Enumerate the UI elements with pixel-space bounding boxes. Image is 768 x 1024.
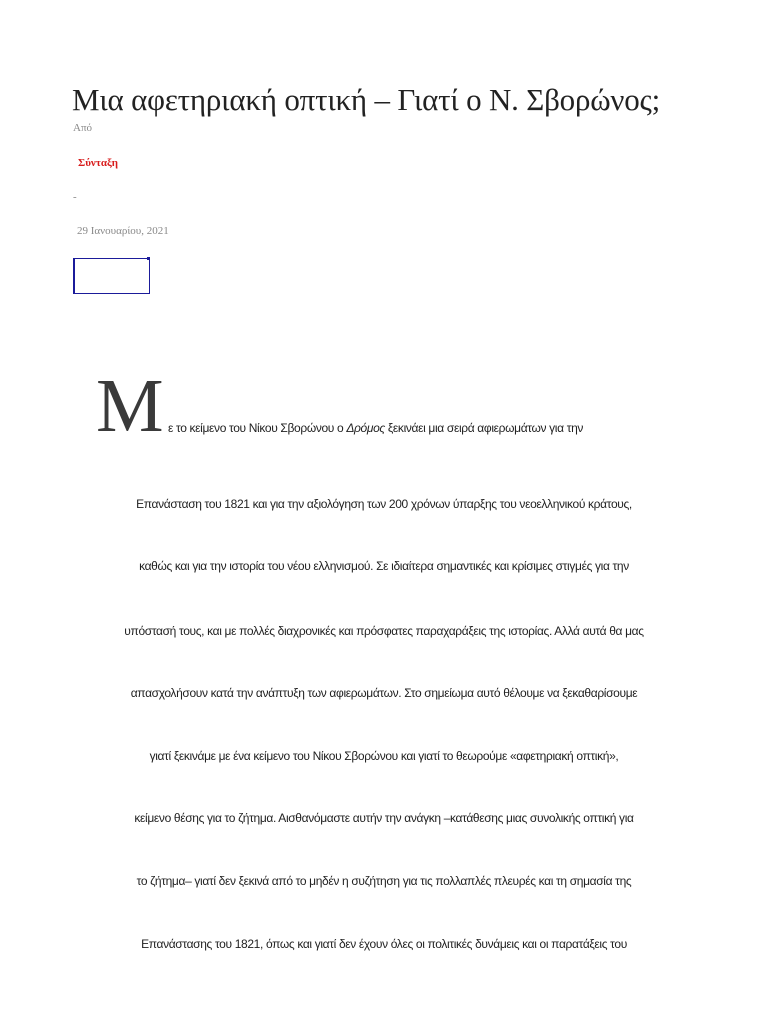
body-line: γιατί ξεκινάμε με ένα κείμενο του Νίκου Σβορώνου και γιατί το θεωρούμε «αφετηριακή οπτική», bbox=[149, 749, 619, 763]
publish-date: 29 Ιανουαρίου, 2021 bbox=[77, 225, 169, 237]
body-line: απασχολήσουν κατά την ανάπτυξη των αφιερωμάτων. Στο σημείωμα αυτό θέλουμε να ξεκαθαρίσουμε bbox=[130, 686, 638, 700]
meta-separator: - bbox=[73, 191, 77, 203]
author-link[interactable]: Σύνταξη bbox=[78, 157, 118, 169]
broken-image-icon bbox=[147, 257, 150, 260]
featured-image-placeholder[interactable] bbox=[73, 258, 150, 294]
body-line: καθώς και για την ιστορία του νέου ελληνισμού. Σε ιδιαίτερα σημαντικές και κρίσιμες στιγμές για την bbox=[139, 559, 629, 573]
body-line: υπόστασή τους, και με πολλές διαχρονικές και πρόσφατες παραχαράξεις της ιστορίας. Αλλά αυτά θα μας bbox=[124, 624, 644, 638]
body-line: Επανάστασης του 1821, όπως και γιατί δεν έχουν όλες οι πολιτικές δυνάμεις και οι παρατάξεις του bbox=[141, 937, 627, 951]
body-text: ξεκινάει μια σειρά αφιερωμάτων για την bbox=[384, 421, 584, 435]
body-line: το ζήτημα– γιατί δεν ξεκινά από το μηδέν η συζήτηση για τις πολλαπλές πλευρές και τη σημασία της bbox=[136, 874, 632, 888]
article-title: Μια αφετηριακή οπτική – Γιατί ο Ν. Σβορώνος; bbox=[72, 82, 661, 117]
body-line-first bbox=[168, 421, 583, 435]
body-line: κείμενο θέσης για το ζήτημα. Αισθανόμαστε αυτήν την ανάγκη –κατάθεσης μιας συνολικής οπτική για bbox=[134, 811, 634, 825]
drop-cap: Μ bbox=[96, 364, 164, 448]
body-text: ε το κείμενο του Νίκου Σβορώνου ο bbox=[168, 421, 347, 435]
newspaper-name: Δρόμος bbox=[346, 421, 385, 435]
body-line: Επανάσταση του 1821 και για την αξιολόγηση των 200 χρόνων ύπαρξης του νεοελληνικού κράτους, bbox=[136, 497, 632, 511]
byline-label: Από bbox=[73, 122, 92, 134]
